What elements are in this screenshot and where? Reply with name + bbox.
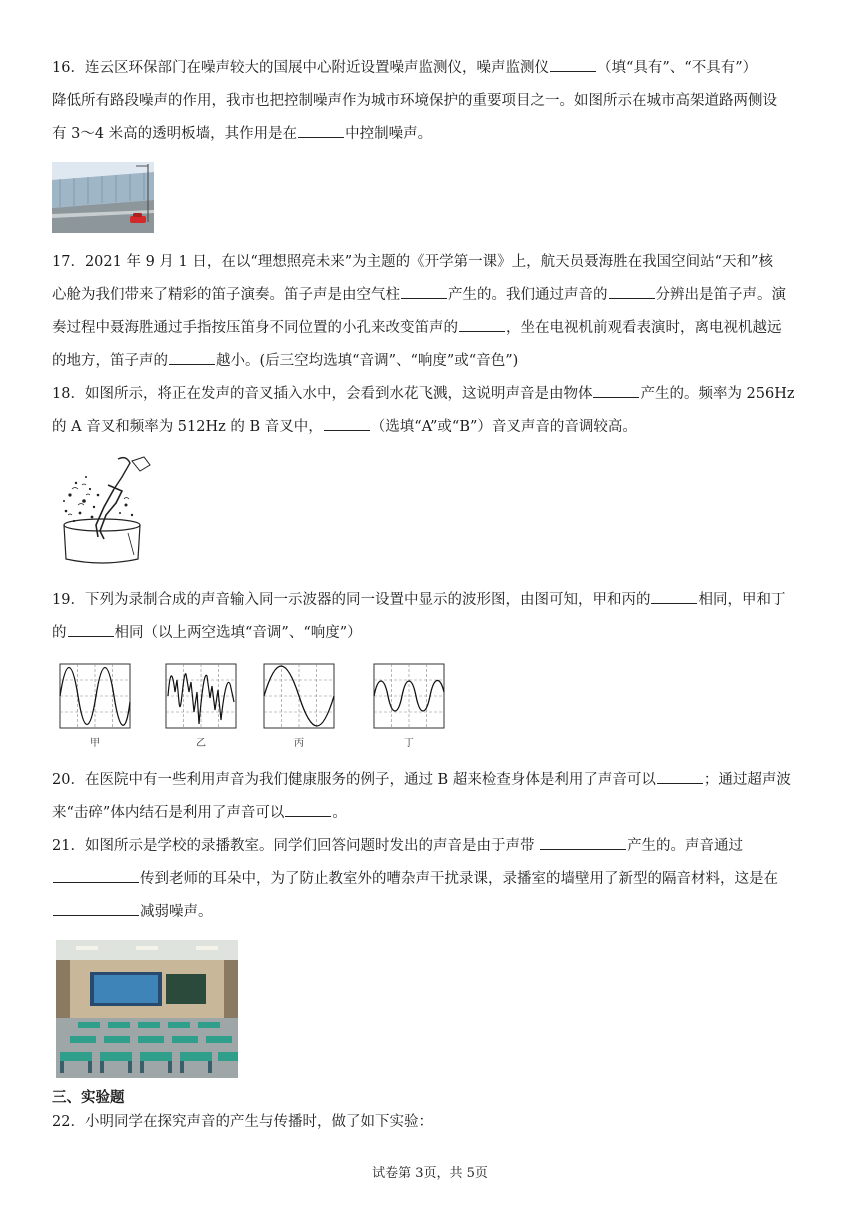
wave-label-ding: 丁 (404, 738, 414, 749)
tuning-fork-in-water-drawing (56, 455, 160, 567)
answer-blank (609, 284, 655, 299)
answer-blank (324, 416, 370, 431)
question-20: 20．在医院中有一些利用声音为我们健康服务的例子，通过 B 超来检查身体是利用了声音可以 ；通过超声波 来“击碎”体内结石是利用了声音可以 。 (52, 764, 812, 830)
highway-sound-barrier-photo (52, 162, 154, 233)
answer-blank (651, 589, 697, 604)
answer-blank (285, 802, 331, 817)
wave-label-bing: 丙 (294, 738, 304, 749)
answer-blank (68, 622, 114, 637)
recording-classroom-photo (56, 940, 238, 1078)
page-footer: 试卷第 3页，共 5页 (372, 1166, 488, 1181)
section-heading: 三、实验题 (52, 1089, 125, 1106)
waveform-yi (166, 664, 236, 728)
waveform-bing (264, 664, 334, 728)
answer-blank (657, 769, 703, 784)
answer-blank (298, 123, 344, 138)
answer-blank (593, 383, 639, 398)
oscilloscope-waveforms (58, 662, 458, 754)
answer-blank (53, 868, 139, 883)
answer-blank (169, 350, 215, 365)
answer-blank (540, 835, 626, 850)
answer-blank (550, 57, 596, 72)
wave-label-jia: 甲 (90, 738, 100, 749)
question-17: 17．2021 年 9 月 1 日，在以“理想照亮未来”为主题的《开学第一课》上，航天员聂海胜在我国空间站“天和”核 心舱为我们带来了精彩的笛子演奏。笛子声是由空气柱 产生的。我们通过声音的 分辨出是笛子声。演 奏过程中聂海胜通过手指按压笛身不同位置的小孔来改变笛声的 ，坐在电视机前观看表演时，离电视机越远 的地方，笛子声的 越小。(后三空均选填“音调”、“响度”或“音色”) (52, 254, 786, 369)
question-18: 18．如图所示，将正在发声的音叉插入水中，会看到水花飞溅，这说明声音是由物体 产生的。频率为 256Hz 的 A 音叉和频率为 512Hz 的 B 音叉中， （选填“A”或“B”）音叉声音的音调较高。 (52, 378, 812, 444)
answer-blank (459, 317, 505, 332)
waveform-jia (60, 664, 130, 728)
answer-blank (53, 901, 139, 916)
waveform-ding (374, 664, 444, 728)
answer-blank (401, 284, 447, 299)
question-19: 19．下列为录制合成的声音输入同一示波器的同一设置中显示的波形图，由图可知，甲和丙的 相同，甲和丁 的 相同（以上两空选填“音调”、“响度”） (52, 584, 812, 650)
question-16: 16．连云区环保部门在噪声较大的国展中心附近设置噪声监测仪，噪声监测仪 （填“具有”、“不具有”） 降低所有路段噪声的作用，我市也把控制噪声作为城市环境保护的重要项目之一。如图所示在城市高架道路两侧设 有 3～4 米高的透明板墙，其作用是在 中控制噪声。 (52, 52, 812, 151)
question-22: 22．小明同学在探究声音的产生与传播时，做了如下实验： (52, 1114, 433, 1130)
wave-label-yi: 乙 (196, 738, 206, 749)
question-21: 21．如图所示是学校的录播教室。同学们回答问题时发出的声音是由于声带 产生的。声音通过 传到老师的耳朵中，为了防止教室外的嘈杂声干扰录课，录播室的墙壁用了新型的隔音材料，这是在 减弱噪声。 (52, 830, 812, 929)
